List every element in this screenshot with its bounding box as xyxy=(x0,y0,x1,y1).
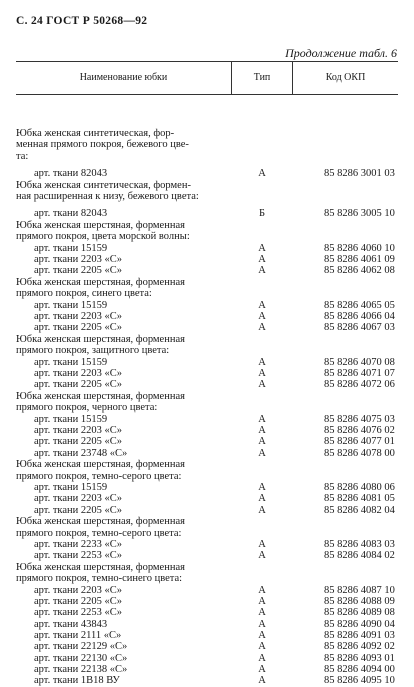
type-cell: А xyxy=(258,652,266,664)
fabric-article: арт. ткани 2203 «С» xyxy=(34,584,123,596)
okp-code-cell: 85 8286 4089 08 xyxy=(324,607,395,619)
okp-code-cell: 85 8286 4065 05 xyxy=(324,299,395,311)
okp-code-cell: 85 8286 4066 04 xyxy=(324,311,395,322)
fabric-article: арт. ткани 2203 «С» xyxy=(34,254,123,265)
okp-code-cell: 85 8286 4077 01 xyxy=(324,436,395,448)
fabric-article: арт. ткани 43843 xyxy=(34,618,108,630)
type-cell: А xyxy=(258,663,266,675)
table-row xyxy=(16,641,406,653)
type-cell: А xyxy=(258,413,266,425)
item-description-line: ная расширенная к низу, бежевого цвета: xyxy=(16,191,199,202)
item-heading: Юбка женская шерстяная, форменная xyxy=(16,562,185,574)
item-description-line: та: xyxy=(16,150,29,162)
type-cell: Б xyxy=(258,208,266,220)
okp-code-cell: 85 8286 4095 10 xyxy=(324,675,395,687)
table-row xyxy=(16,448,406,460)
fabric-article: арт. ткани 15159 xyxy=(34,299,108,311)
type-cell: А xyxy=(258,299,266,311)
item-heading: Юбка женская шерстяная, форменная xyxy=(16,334,185,346)
item-description-line: прямого покроя, темно-серого цвета: xyxy=(16,527,182,539)
table-row xyxy=(16,585,406,597)
fabric-article: арт. ткани 1В18 ВУ xyxy=(34,675,120,687)
type-cell: А xyxy=(258,447,266,459)
item-description-line: прямого покроя, темно-синего цвета: xyxy=(16,573,183,585)
type-cell: А xyxy=(258,482,266,493)
column-header-name: Наименование юбки xyxy=(79,72,168,83)
fabric-article: арт. ткани 15159 xyxy=(34,242,108,254)
item-heading: Юбка женская шерстяная, форменная xyxy=(16,277,185,289)
okp-code-cell: 85 8286 4078 00 xyxy=(324,447,395,459)
type-cell: А xyxy=(258,242,266,254)
type-cell: А xyxy=(258,356,266,368)
okp-code-cell: 85 8286 4070 08 xyxy=(324,356,395,368)
table-row xyxy=(16,265,406,277)
type-cell: А xyxy=(258,322,266,334)
table-row xyxy=(16,550,406,562)
fabric-article: арт. ткани 2203 «С» xyxy=(34,311,123,322)
type-cell: А xyxy=(258,425,266,436)
table-row xyxy=(16,311,406,323)
okp-code-cell: 85 8286 4076 02 xyxy=(324,425,395,436)
fabric-article: арт. ткани 22129 «С» xyxy=(34,641,128,653)
item-heading: Юбка женская шерстяная, форменная xyxy=(16,459,185,471)
type-cell: А xyxy=(258,584,266,596)
okp-code-cell: 85 8286 4087 10 xyxy=(324,584,395,596)
type-cell: А xyxy=(258,618,266,630)
fabric-article: арт. ткани 2205 «С» xyxy=(34,504,123,516)
type-cell: А xyxy=(258,675,266,687)
column-header-code: Код ОКП xyxy=(325,72,366,83)
fabric-article: арт. ткани 2203 «С» xyxy=(34,368,123,379)
item-description-line: прямого покроя, защитного цвета: xyxy=(16,345,170,357)
fabric-article: арт. ткани 2205 «С» xyxy=(34,379,123,391)
table-row xyxy=(16,254,406,266)
okp-code-cell: 85 8286 4092 02 xyxy=(324,641,395,653)
type-cell: А xyxy=(258,379,266,391)
type-cell: А xyxy=(258,504,266,516)
item-description-line: прямого покроя, цвета морской волны: xyxy=(16,231,190,243)
column-header-type: Тип xyxy=(253,72,271,83)
table-row xyxy=(16,619,406,631)
fabric-article: арт. ткани 22130 «С» xyxy=(34,652,128,664)
fabric-article: арт. ткани 2233 «С» xyxy=(34,539,123,550)
type-cell: А xyxy=(258,607,266,619)
type-cell: А xyxy=(258,493,266,505)
table-row xyxy=(16,482,406,494)
fabric-article: арт. ткани 82043 xyxy=(34,167,108,179)
okp-code-cell: 85 8286 4062 08 xyxy=(324,265,395,277)
type-cell: А xyxy=(258,550,266,562)
fabric-article: арт. ткани 2205 «С» xyxy=(34,265,123,277)
item-heading: Юбка женская шерстяная, форменная xyxy=(16,516,185,528)
type-cell: А xyxy=(258,596,266,607)
okp-code-cell: 85 8286 4093 01 xyxy=(324,652,395,664)
type-cell: А xyxy=(258,167,266,179)
okp-code-cell: 85 8286 3001 03 xyxy=(324,167,395,179)
okp-code-cell: 85 8286 4091 03 xyxy=(324,629,395,641)
item-heading: Юбка женская шерстяная, форменная xyxy=(16,391,185,403)
table-continuation-caption: Продолжение табл. 6 xyxy=(285,46,397,60)
okp-code-cell: 85 8286 4061 09 xyxy=(324,254,395,265)
okp-code-cell: 85 8286 4072 06 xyxy=(324,379,395,391)
table-row xyxy=(16,505,406,517)
table-row xyxy=(16,436,406,448)
okp-code-cell: 85 8286 4081 05 xyxy=(324,493,395,505)
okp-code-cell: 85 8286 4080 06 xyxy=(324,482,395,493)
table-row xyxy=(16,368,406,380)
table-row xyxy=(16,300,406,312)
table-row xyxy=(16,539,406,551)
item-description-line: прямого покроя, черного цвета: xyxy=(16,402,158,414)
fabric-article: арт. ткани 2205 «С» xyxy=(34,436,123,448)
table-row xyxy=(16,357,406,369)
item-heading: Юбка женская синтетическая, формен- xyxy=(16,179,191,191)
fabric-article: арт. ткани 2111 «С» xyxy=(34,629,122,641)
fabric-article: арт. ткани 23748 «С» xyxy=(34,447,128,459)
fabric-article: арт. ткани 15159 xyxy=(34,356,108,368)
okp-code-cell: 85 8286 3005 10 xyxy=(324,208,395,220)
table-row xyxy=(16,493,406,505)
table-row xyxy=(16,414,406,426)
okp-code-cell: 85 8286 4090 04 xyxy=(324,618,395,630)
fabric-article: арт. ткани 2253 «С» xyxy=(34,550,123,562)
fabric-article: арт. ткани 2203 «С» xyxy=(34,493,123,505)
fabric-article: арт. ткани 15159 xyxy=(34,413,108,425)
type-cell: А xyxy=(258,436,266,448)
fabric-article: арт. ткани 22138 «С» xyxy=(34,663,128,675)
item-heading: Юбка женская синтетическая, фор- xyxy=(16,128,175,139)
table-row xyxy=(16,596,406,608)
okp-code-cell: 85 8286 4083 03 xyxy=(324,539,395,550)
type-cell: А xyxy=(258,265,266,277)
type-cell: А xyxy=(258,539,266,550)
fabric-article: арт. ткани 2205 «С» xyxy=(34,322,123,334)
item-description-line: прямого покроя, синего цвета: xyxy=(16,288,152,300)
type-cell: А xyxy=(258,311,266,322)
okp-code-cell: 85 8286 4060 10 xyxy=(324,242,395,254)
table-row xyxy=(16,322,406,334)
okp-code-cell: 85 8286 4088 09 xyxy=(324,596,395,607)
fabric-article: арт. ткани 15159 xyxy=(34,482,108,493)
table-row xyxy=(16,379,406,391)
item-description-line: менная прямого покроя, бежевого цве- xyxy=(16,139,189,151)
item-description-line: прямого покроя, темно-серого цвета: xyxy=(16,470,182,482)
table-row xyxy=(16,675,406,687)
table-row xyxy=(16,208,406,220)
fabric-article: арт. ткани 2205 «С» xyxy=(34,596,123,607)
table-row xyxy=(16,425,406,437)
fabric-article: арт. ткани 2203 «С» xyxy=(34,425,123,436)
okp-code-cell: 85 8286 4075 03 xyxy=(324,413,395,425)
table-row xyxy=(16,168,406,180)
table-row xyxy=(16,630,406,642)
table-row xyxy=(16,653,406,665)
type-cell: А xyxy=(258,641,266,653)
type-cell: А xyxy=(258,368,266,379)
table-row xyxy=(16,243,406,255)
table-row xyxy=(16,664,406,676)
okp-code-cell: 85 8286 4082 04 xyxy=(324,504,395,516)
okp-code-cell: 85 8286 4071 07 xyxy=(324,368,395,379)
table-header xyxy=(16,61,398,95)
type-cell: А xyxy=(258,629,266,641)
table-row xyxy=(16,607,406,619)
type-cell: А xyxy=(258,254,266,265)
fabric-article: арт. ткани 2253 «С» xyxy=(34,607,123,619)
okp-code-cell: 85 8286 4067 03 xyxy=(324,322,395,334)
fabric-article: арт. ткани 82043 xyxy=(34,208,108,220)
okp-code-cell: 85 8286 4084 02 xyxy=(324,550,395,562)
item-heading: Юбка женская шерстяная, форменная xyxy=(16,220,185,232)
page-header: С. 24 ГОСТ Р 50268—92 xyxy=(16,15,148,27)
okp-code-cell: 85 8286 4094 00 xyxy=(324,663,395,675)
